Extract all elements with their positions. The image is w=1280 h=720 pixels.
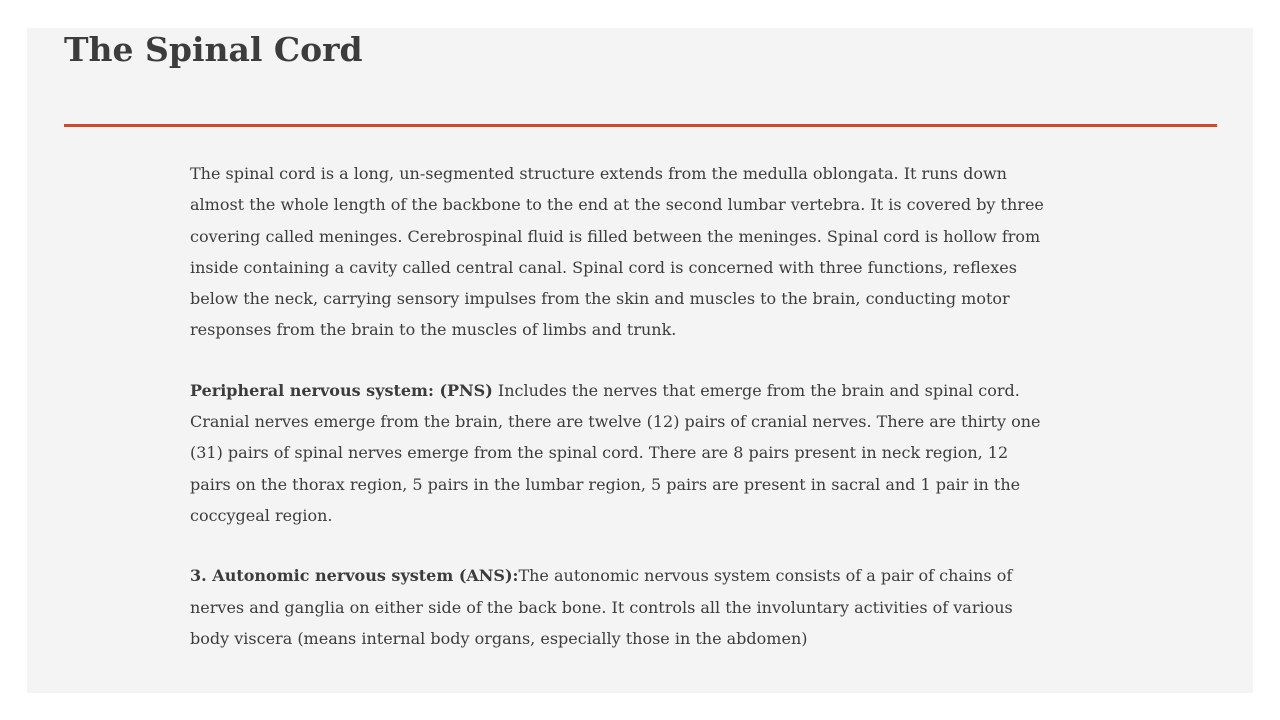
title-divider [64, 124, 1217, 127]
spinal-cord-text: The spinal cord is a long, un-segmented structure extends from the medulla oblongata. It runs down almost the whole length of the backbone to the end at the second lumbar vertebra. It is covered by three covering called meninges. Cerebrospinal fluid is filled between the meninges. Spinal cord is hollow from inside containing a cavity called central canal. Spinal cord is concerned with three functions, reflexes below the neck, carrying sensory impulses from the skin and muscles to the brain, conducting motor responses from the brain to the muscles of limbs and trunk. [190, 164, 1044, 340]
ans-heading: 3. Autonomic nervous system (ANS): [190, 566, 519, 586]
paragraph-pns [190, 375, 1050, 531]
slide [27, 28, 1253, 693]
ans-text: The autonomic nervous system consists of a pair of chains of nerves and ganglia on either side of the back bone. It controls all the involuntary activities of various body viscera (means internal body organs, especially those in the abdomen) [190, 566, 1013, 648]
paragraph-spinal-cord [190, 158, 1050, 346]
pns-text: Includes the nerves that emerge from the brain and spinal cord. Cranial nerves emerge from the brain, there are twelve (12) pairs of cranial nerves. There are thirty one (31) pairs of spinal nerves emerge from the spinal cord. There are 8 pairs present in neck region, 12 pairs on the thorax region, 5 pairs in the lumbar region, 5 pairs are present in sacral and 1 pair in the coccygeal region. [190, 380, 1041, 525]
paragraph-ans [190, 560, 1050, 654]
slide-body [190, 158, 1050, 683]
slide-title: The Spinal Cord [64, 30, 363, 69]
pns-heading: Peripheral nervous system: (PNS) [190, 380, 493, 400]
